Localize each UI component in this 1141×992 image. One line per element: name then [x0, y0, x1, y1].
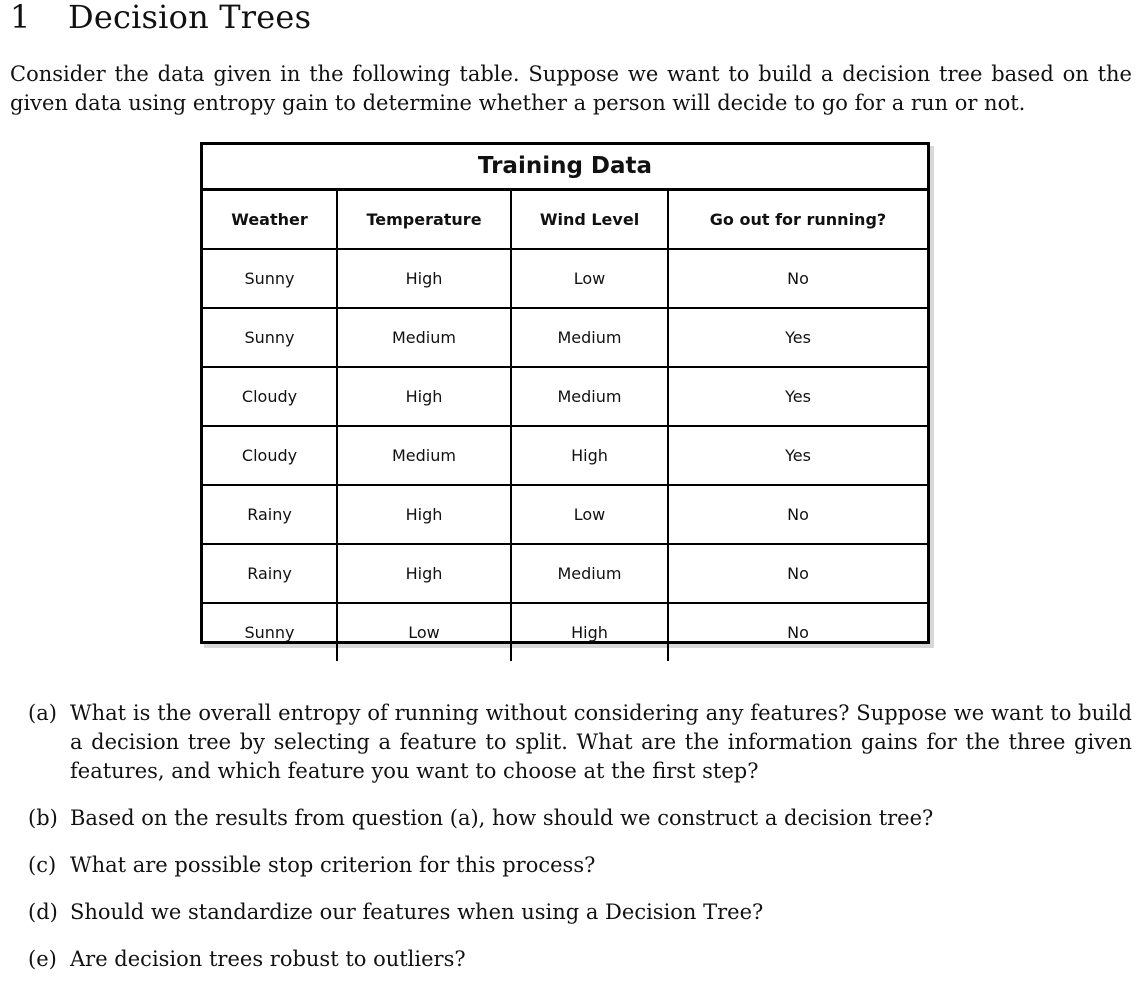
- question-text: Should we standardize our features when using a Decision Tree?: [70, 900, 764, 924]
- table-cell: Medium: [510, 309, 667, 366]
- question-c: [28, 851, 1132, 880]
- question-b: [28, 804, 1132, 833]
- table-cell: Yes: [667, 368, 927, 425]
- column-header-wind-level: Wind Level: [510, 191, 667, 248]
- table-header-row: [203, 191, 927, 248]
- section-title: Decision Trees: [68, 0, 312, 36]
- table-cell: No: [667, 486, 927, 543]
- question-label: (c): [28, 853, 57, 877]
- table-cell: Yes: [667, 309, 927, 366]
- section-heading: [10, 0, 311, 36]
- table-cell: No: [667, 604, 927, 661]
- table-cell: No: [667, 250, 927, 307]
- question-e: [28, 945, 1132, 974]
- question-label: (d): [28, 900, 58, 924]
- table-cell: High: [336, 250, 510, 307]
- table-cell: Low: [336, 604, 510, 661]
- table-cell: Low: [510, 486, 667, 543]
- question-label: (b): [28, 806, 58, 830]
- table-cell: Low: [510, 250, 667, 307]
- table-cell: High: [336, 545, 510, 602]
- table-row: [203, 425, 927, 484]
- table-cell: Rainy: [247, 505, 292, 524]
- question-list: [28, 699, 1132, 992]
- question-label: (e): [28, 947, 57, 971]
- question-text: What is the overall entropy of running without considering any features? Suppose we want to build a decision tree by selecting a feature to split. What are the information gains for the three given features, and which feature you want to choose at the first step?: [70, 701, 1132, 783]
- table-row: [203, 602, 927, 661]
- table-row: [203, 307, 927, 366]
- table-cell: High: [336, 486, 510, 543]
- question-d: [28, 898, 1132, 927]
- table-cell: High: [336, 368, 510, 425]
- question-a: [28, 699, 1132, 786]
- section-number: 1: [10, 0, 31, 36]
- table-cell: Medium: [336, 309, 510, 366]
- column-header-weather: Weather: [231, 210, 308, 229]
- table-cell: High: [510, 427, 667, 484]
- table-cell: Yes: [667, 427, 927, 484]
- table-cell: Cloudy: [241, 387, 298, 406]
- table-row: [203, 484, 927, 543]
- training-data-table: [200, 142, 930, 644]
- table-cell: Sunny: [244, 623, 295, 642]
- table-title: Training Data: [203, 145, 927, 191]
- table-cell: Medium: [510, 368, 667, 425]
- table-cell: Sunny: [244, 269, 295, 288]
- table-cell: Medium: [510, 545, 667, 602]
- column-header-go-out: Go out for running?: [667, 191, 927, 248]
- column-header-temperature: Temperature: [336, 191, 510, 248]
- question-text: What are possible stop criterion for this process?: [70, 853, 596, 877]
- question-text: Are decision trees robust to outliers?: [70, 947, 466, 971]
- table-cell: Rainy: [247, 564, 292, 583]
- table-cell: No: [667, 545, 927, 602]
- question-label: (a): [28, 701, 57, 725]
- table-cell: High: [510, 604, 667, 661]
- table-cell: Medium: [336, 427, 510, 484]
- table-cell: Sunny: [244, 328, 295, 347]
- table-row: [203, 366, 927, 425]
- table-row: [203, 543, 927, 602]
- question-text: Based on the results from question (a), how should we construct a decision tree?: [70, 806, 934, 830]
- table-row: [203, 248, 927, 307]
- table-cell: Cloudy: [241, 446, 298, 465]
- intro-paragraph: Consider the data given in the following table. Suppose we want to build a decision tree based on the given data using entropy gain to determine whether a person will decide to go for a run or not.: [10, 62, 1132, 115]
